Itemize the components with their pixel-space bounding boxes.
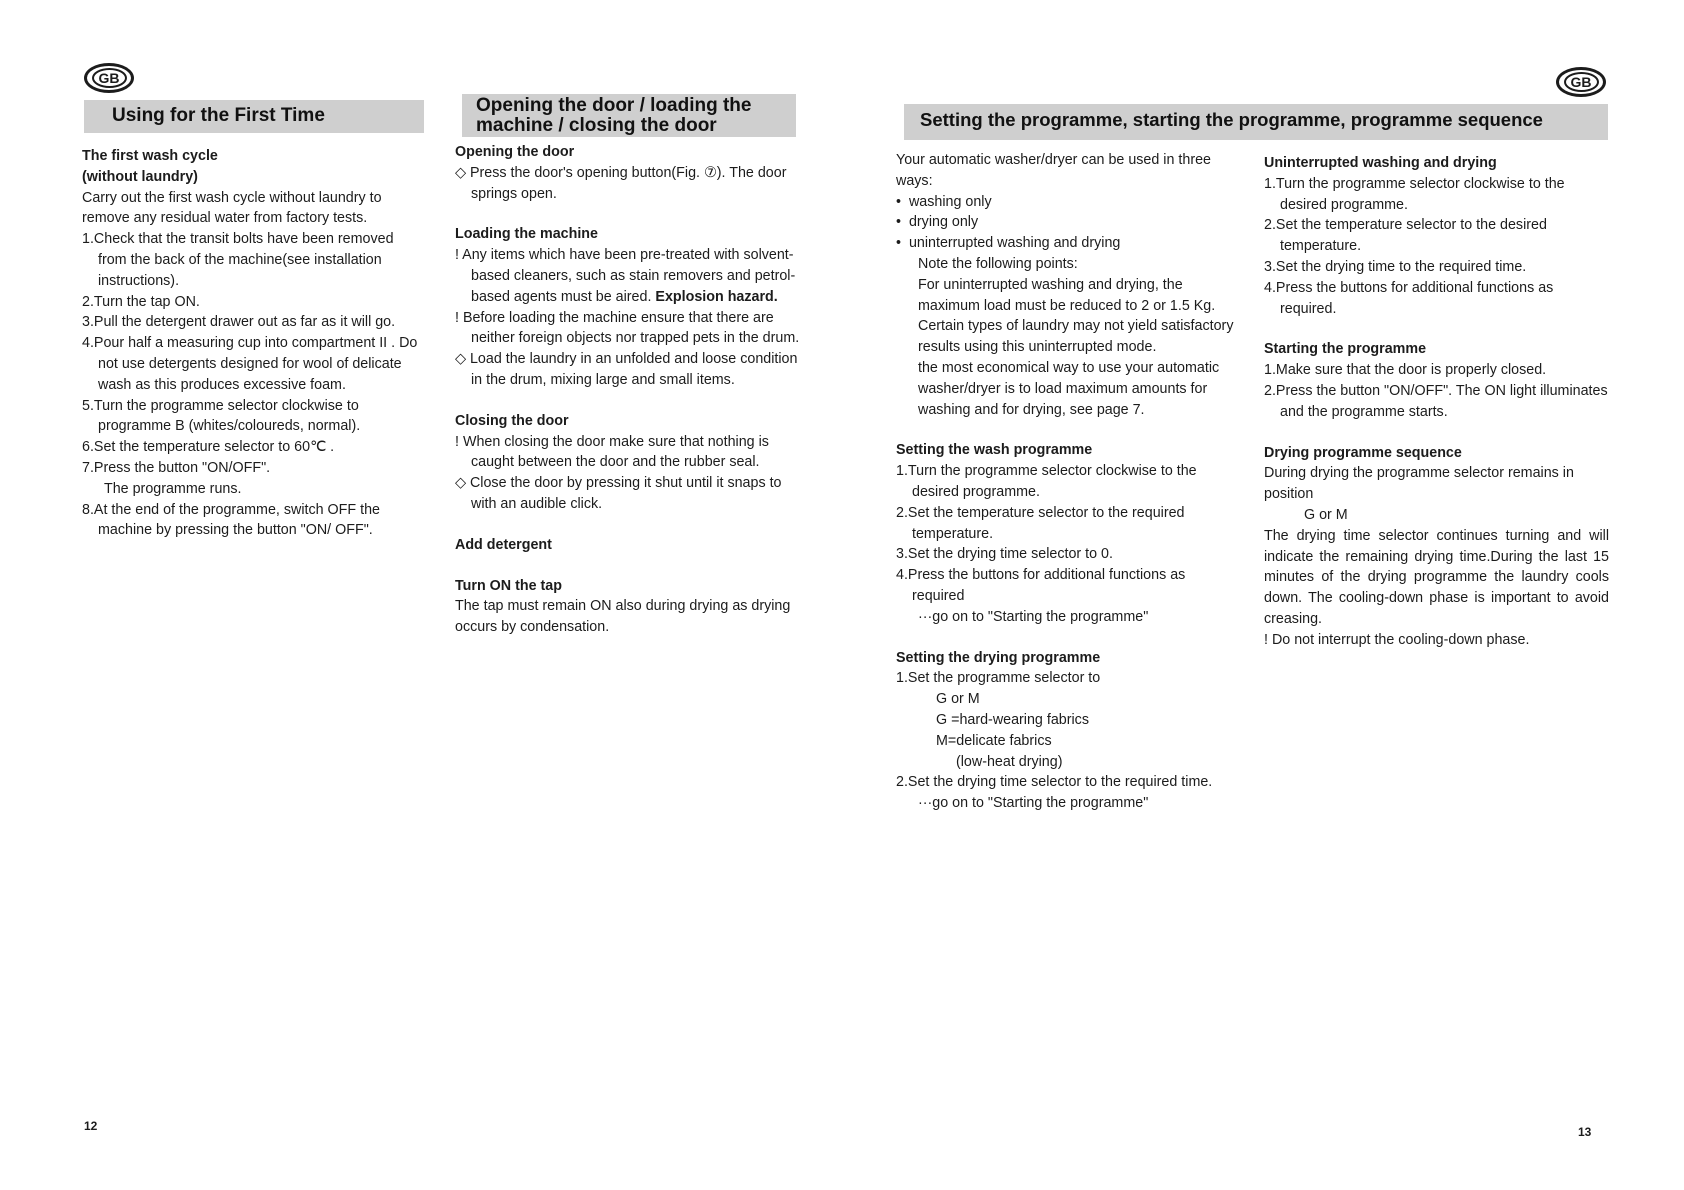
- goto-note: ···go on to "Starting the programme": [918, 795, 1149, 812]
- column-first-time: [82, 146, 425, 541]
- column-programme-sequence: [1264, 153, 1609, 651]
- position: G or M: [1304, 506, 1348, 523]
- step: 2.Set the drying time selector to the required time.: [896, 774, 1213, 791]
- step: 4.Press the buttons for additional functions as required: [896, 567, 1186, 604]
- subheading-without-laundry: (without laundry): [82, 168, 198, 185]
- subheading-starting: Starting the programme: [1264, 341, 1427, 358]
- warning: ! Do not interrupt the cooling-down phase.: [1264, 631, 1530, 648]
- step: 3.Set the drying time selector to 0.: [896, 546, 1113, 563]
- intro-text: Carry out the first wash cycle without laundry to remove any residual water from factory tests.: [82, 189, 382, 227]
- warning: ! Any items which have been pre-treated with solvent-based cleaners, such as stain removers and petrol-based agents must be aired. Explosion hazard.: [455, 247, 796, 305]
- subheading-wash-programme: Setting the wash programme: [896, 442, 1093, 459]
- subheading-opening: Opening the door: [455, 144, 575, 160]
- step: 5.Turn the programme selector clockwise to programme B (whites/coloureds, normal).: [82, 397, 361, 435]
- sequence-text: During drying the programme selector remains in position: [1264, 465, 1574, 503]
- step: 1.Turn the programme selector clockwise to the desired programme.: [896, 463, 1197, 500]
- note-title: Note the following points:: [918, 255, 1078, 272]
- option-g: G =hard-wearing fabrics: [936, 711, 1089, 728]
- instruction: ◇ Close the door by pressing it shut until it snaps to with an audible click.: [455, 475, 782, 512]
- step: 8.At the end of the programme, switch OFF the machine by pressing the button "ON/ OFF".: [82, 501, 380, 539]
- step: 1.Turn the programme selector clockwise to the desired programme.: [1264, 175, 1565, 213]
- step: 3.Set the drying time to the required time.: [1264, 258, 1527, 275]
- instruction: ◇ Load the laundry in an unfolded and loose condition in the drum, mixing large and small items.: [455, 351, 798, 388]
- sequence-text: The drying time selector continues turning and will indicate the remaining drying time.During the last 15 minutes of the drying programme the laundry cools down. The cooling-down phase is important to avoid creasing.: [1264, 527, 1609, 627]
- note: For uninterrupted washing and drying, the maximum load must be reduced to 2 or 1.5 Kg. Certain types of laundry may not yield satisfactory results using this uninterrupted mode.: [918, 276, 1234, 356]
- language-badge-left: GB: [84, 63, 134, 93]
- subheading-first-wash: The first wash cycle: [82, 148, 218, 164]
- language-badge-right: GB: [1556, 67, 1606, 97]
- instruction: ◇ Press the door's opening button(Fig. ⑦). The door springs open.: [455, 164, 787, 202]
- step: 2.Set the temperature selector to the required temperature.: [896, 504, 1185, 542]
- note: the most economical way to use your automatic washer/dryer is to load maximum amounts for washing and for drying, see page 7.: [918, 359, 1220, 418]
- heading-line: Opening the door / loading the: [476, 95, 752, 116]
- bullet-icon: •: [896, 193, 909, 210]
- subheading-drying-sequence: Drying programme sequence: [1264, 444, 1462, 461]
- subheading-tap: Turn ON the tap: [455, 577, 562, 594]
- step: 1.Check that the transit bolts have been removed from the back of the machine(see installation instructions).: [82, 231, 394, 289]
- step-note: The programme runs.: [104, 480, 242, 497]
- page-number-right: 13: [1578, 1125, 1592, 1139]
- step: 6.Set the temperature selector to 60℃ .: [82, 439, 335, 456]
- goto-note: ···go on to "Starting the programme": [918, 608, 1149, 625]
- warning: ! Before loading the machine ensure that there are neither foreign objects nor trapped pets in the drum.: [455, 309, 800, 347]
- step: 1.Make sure that the door is properly closed.: [1264, 362, 1547, 379]
- list-item: • uninterrupted washing and drying: [896, 235, 1121, 252]
- step: 1.Set the programme selector to: [896, 670, 1101, 687]
- list-item: • drying only: [896, 214, 979, 231]
- warning: ! When closing the door make sure that nothing is caught between the door and the rubber seal.: [455, 433, 769, 471]
- bullet-icon: •: [896, 235, 909, 252]
- subheading-closing: Closing the door: [455, 412, 569, 429]
- option-m-note: (low-heat drying): [956, 753, 1063, 770]
- bullet-icon: •: [896, 214, 909, 231]
- page-number-left: 12: [84, 1119, 98, 1133]
- section-heading-programme: Setting the programme, starting the programme, programme sequence: [904, 104, 1608, 140]
- step: 3.Pull the detergent drawer out as far as it will go.: [82, 314, 396, 331]
- section-heading-first-time: Using for the First Time: [84, 100, 424, 133]
- step: 2.Press the button "ON/OFF". The ON light illuminates and the programme starts.: [1264, 382, 1608, 420]
- options: G or M: [936, 691, 980, 708]
- section-heading-door: [462, 94, 796, 137]
- tap-text: The tap must remain ON also during drying as drying occurs by condensation.: [455, 598, 791, 636]
- explosion-hazard: Explosion hazard.: [655, 288, 778, 305]
- step: 2.Turn the tap ON.: [82, 293, 200, 310]
- subheading-uninterrupted: Uninterrupted washing and drying: [1264, 155, 1497, 171]
- list-item: • washing only: [896, 193, 992, 210]
- step: 7.Press the button "ON/OFF".: [82, 459, 271, 476]
- intro-text: Your automatic washer/dryer can be used in three ways:: [896, 152, 1211, 189]
- heading-line: machine / closing the door: [476, 115, 717, 136]
- step: 2.Set the temperature selector to the desired temperature.: [1264, 217, 1547, 255]
- column-door: [455, 142, 805, 638]
- step: 4.Press the buttons for additional functions as required.: [1264, 279, 1554, 317]
- subheading-loading: Loading the machine: [455, 226, 598, 243]
- option-m: M=delicate fabrics: [936, 732, 1052, 749]
- subheading-drying-programme: Setting the drying programme: [896, 649, 1101, 666]
- step: 4.Pour half a measuring cup into compartment II . Do not use detergents designed for wool of delicate wash as this produces excessive foam.: [82, 335, 418, 393]
- subheading-detergent: Add detergent: [455, 536, 552, 553]
- column-programme-setting: [896, 150, 1241, 814]
